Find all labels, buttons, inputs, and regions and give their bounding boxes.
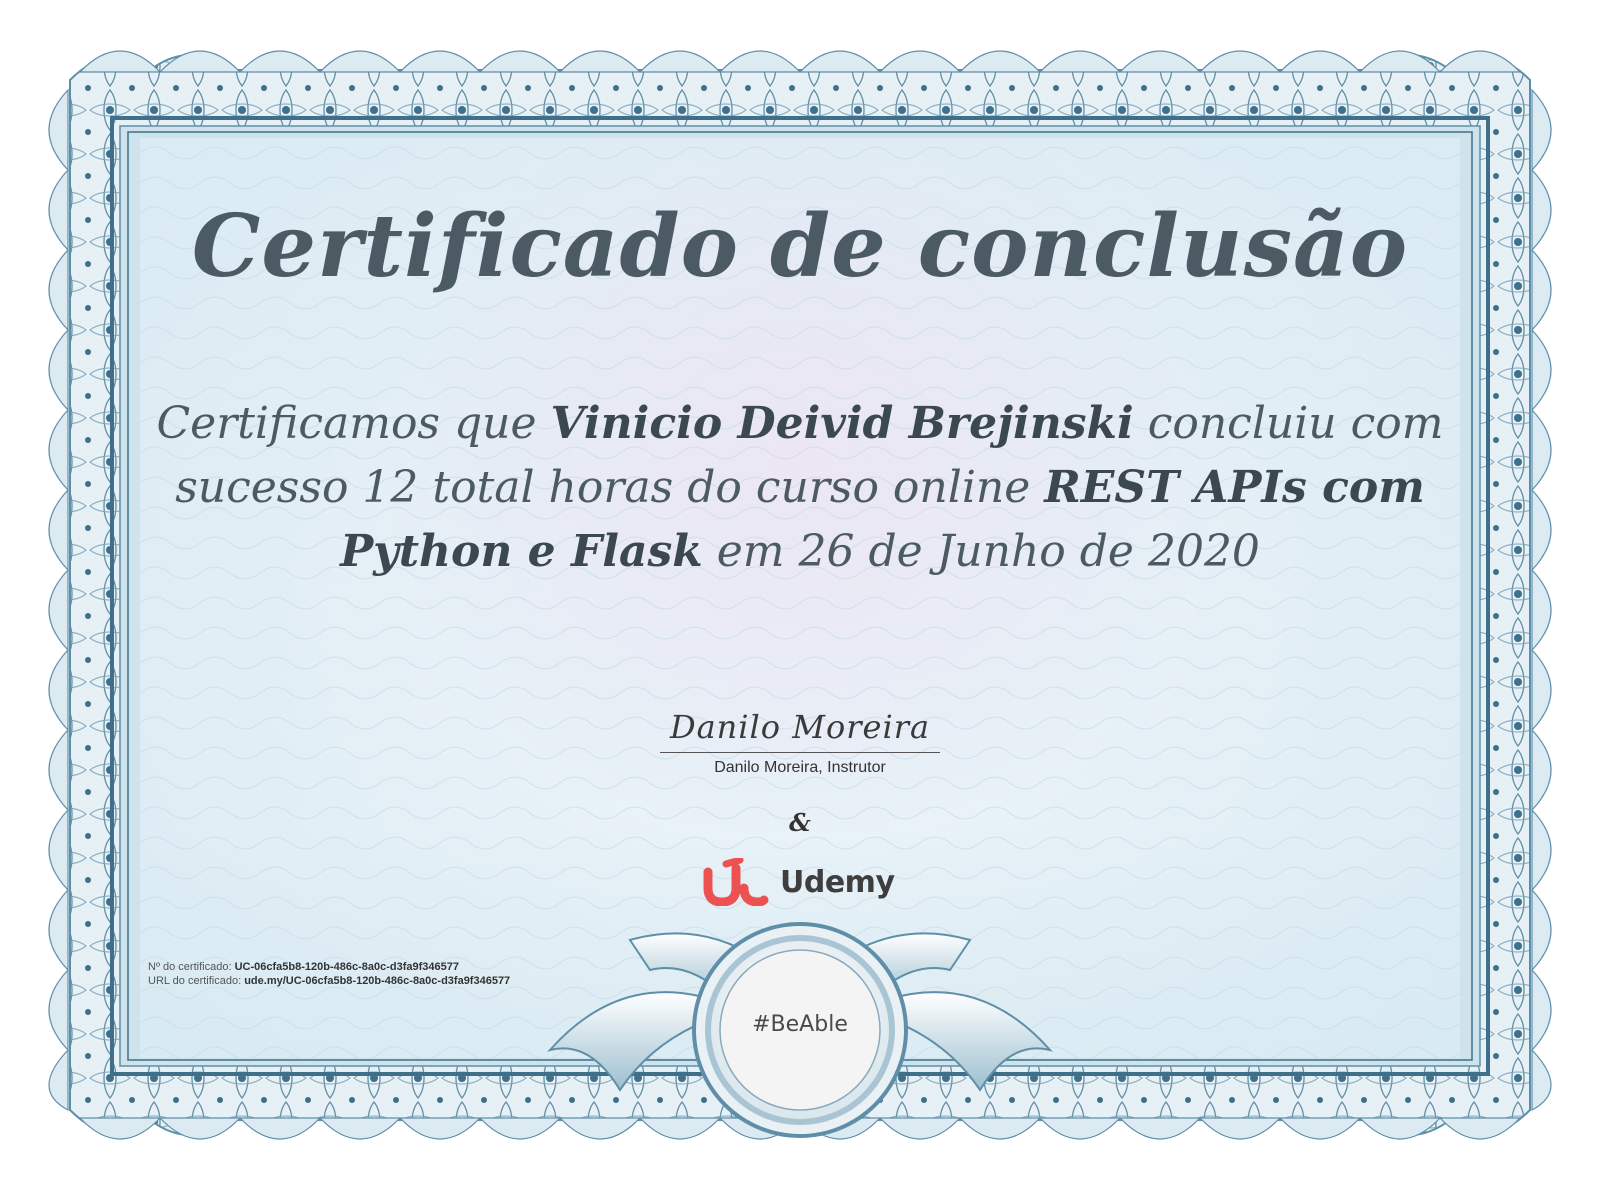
certificate-number-value: UC-06cfa5b8-120b-486c-8a0c-d3fa9f346577 [234,961,459,973]
seal-emblem [540,920,1060,1170]
instructor-caption: Danilo Moreira, Instrutor [714,759,886,776]
student-name: Vinicio Deivid Brejinski [550,398,1134,449]
certificate-url-label: URL do certificado: [148,975,242,987]
certificate-url-row [148,974,510,988]
certificate-url-value[interactable]: ude.my/UC-06cfa5b8-120b-486c-8a0c-d3fa9f346577 [244,975,511,987]
certificate-number-row [148,960,510,974]
intro-text: Certificamos que [156,398,537,449]
instructor-signature: Danilo Moreira [669,708,931,746]
completion-text: concluiu com sucesso 12 total horas do curso online [175,398,1444,513]
signature-line [660,752,940,753]
udemy-logo [700,856,900,908]
completion-date: em 26 de Junho de 2020 [716,526,1260,577]
brand-name: Udemy [780,864,895,900]
certificate-number-label: Nº do certificado: [148,961,232,973]
certificate-body [150,392,1450,584]
seal-text: #BeAble [752,1012,848,1037]
certificate-title: Certificado de conclusão [191,196,1409,297]
certificate-meta [148,960,510,988]
instructor-signature-block [660,708,940,777]
course-name: REST APIs com Python e Flask [340,462,1425,577]
udemy-u-icon [700,858,770,906]
ampersand: & [789,808,811,837]
